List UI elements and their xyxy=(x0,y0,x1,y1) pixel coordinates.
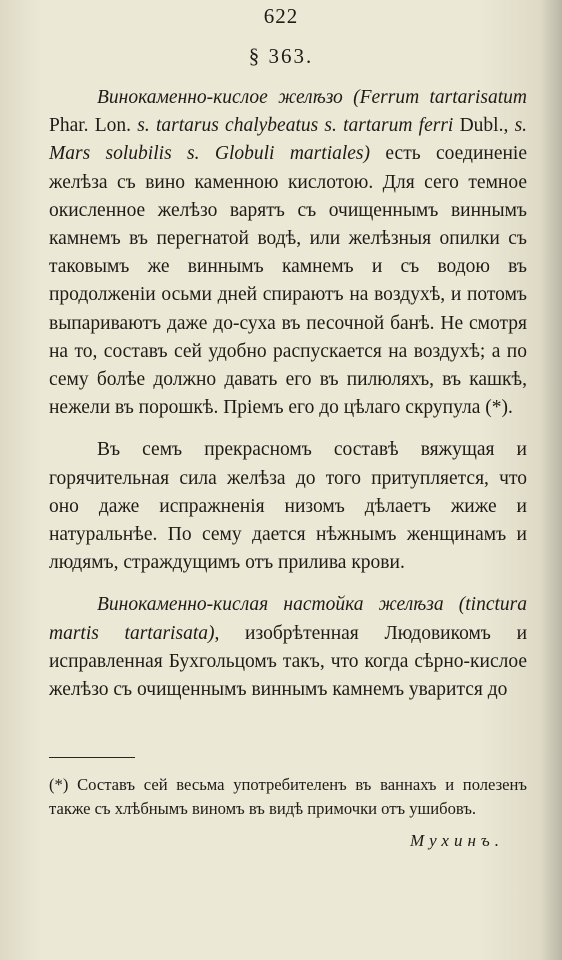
pharmacopoeia-ref-dubl: Dubl. xyxy=(459,115,504,137)
term-heading-2: Винокаменно-кислая настойка желѣза xyxy=(97,594,444,616)
latin-name-2: (tinctura martis tartarisata) xyxy=(49,594,528,644)
paragraph-body-2: , изобрѣтенная Людовикомъ и исправленная Бухгольцомъ такъ, что когда сѣрно-кислое желѣзо съ очищеннымъ виннымъ камнемъ уварится до xyxy=(49,622,528,701)
latin-synonym-2: s. Mars solubilis s. Globuli martiales) xyxy=(49,115,528,165)
latin-name: (Ferrum tartarisatum xyxy=(353,87,528,108)
paragraph-ferrum-tartarisatum xyxy=(49,84,527,422)
page-number: 622 xyxy=(263,4,299,28)
paragraph-tincture xyxy=(49,591,527,704)
pharmacopoeia-ref: Phar. Lon. xyxy=(49,115,132,137)
section-heading: § 363. xyxy=(248,44,314,68)
paragraph-body: есть соединеніе желѣза съ вино каменною кислотою. Для сего темное окисленное желѣзо варятъ съ очищеннымъ виннымъ камнемъ въ перегнатой водѣ, или желѣзныя опилки съ таковымъ же виннымъ камнемъ и съ водою въ продолженіи осьми дней спираютъ на воздухѣ, и потомъ выпариваютъ даже до-суха въ песочной банѣ. Не смотря на то, составъ сей удобно распускается на воздухѣ; а по сему болѣе должно давать его въ пилюляхъ, въ кашкѣ, нежели въ порошкѣ. Пріемъ его до цѣлаго скрупула (*). xyxy=(49,143,527,419)
footnote-text: (*) Составъ сей весьма употребителенъ въ ваннахъ и полезенъ также съ хлѣбнымъ виномъ въ видѣ примочки отъ ушибовъ. xyxy=(49,775,527,818)
footnote-divider xyxy=(49,757,135,758)
term-heading: Винокаменно-кислое желѣзо xyxy=(97,87,343,108)
main-text xyxy=(49,84,527,704)
footnote-signature: Мухинъ. xyxy=(409,831,504,850)
latin-synonym: s. tartarus chalybeatus s. tartarum ferri xyxy=(137,115,454,137)
footnote xyxy=(49,773,527,820)
separator-comma: , xyxy=(503,115,509,137)
paragraph-properties: Въ семъ прекрасномъ составѣ вяжущая и горячительная сила желѣза до того притупляется, что оно даже испражненія низомъ дѣлаетъ жиже и натуральнѣе. По сему дается нѣжнымъ женщинамъ и людямъ, страждущимъ отъ прилива крови. xyxy=(49,439,527,574)
